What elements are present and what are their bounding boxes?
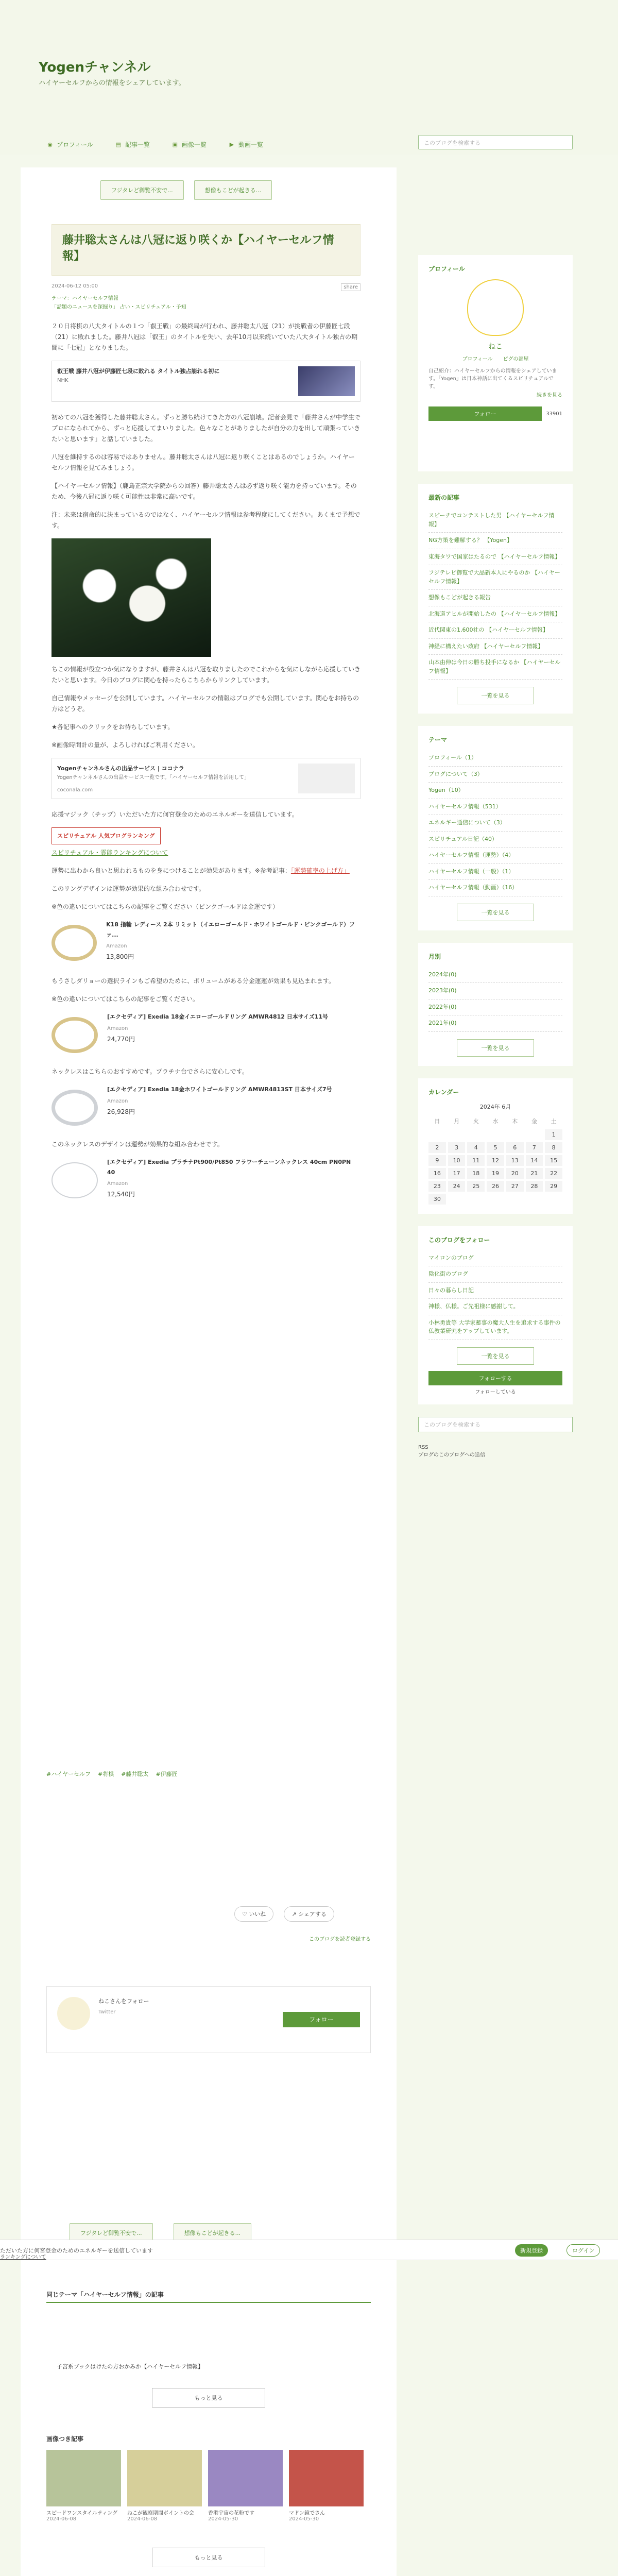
- article-title-box: [52, 224, 360, 276]
- rss-widget: [418, 1445, 573, 1458]
- share-icon: ↗: [291, 1911, 297, 1918]
- archive-widget: [418, 943, 573, 1066]
- recent-item[interactable]: スピーチでコンテストした男 【ハイヤーセルフ情報】: [428, 508, 562, 533]
- blog-header: [0, 0, 618, 155]
- weekday: 月: [454, 1117, 460, 1125]
- next-post-button[interactable]: 想像もこどが起きる...: [174, 2223, 252, 2243]
- cat-avatar-icon: [467, 279, 524, 336]
- product-name[interactable]: [エクセディア] Exedia 18金ホワイトゴールドリング AMWR4813ST 日本サイズ7号: [107, 1086, 332, 1093]
- follow-item[interactable]: 日々の暮らし日記: [428, 1283, 562, 1299]
- follow-item[interactable]: 陰化街のブログ: [428, 1266, 562, 1283]
- calendar-day[interactable]: 16: [428, 1168, 446, 1179]
- product-store: Amazon: [107, 1098, 128, 1104]
- theme-link[interactable]: テーマ：ハイヤーセルフ情報: [52, 296, 118, 301]
- following-label: フォローしている: [475, 1389, 516, 1395]
- popular-title: マドン鏡でさん: [289, 2511, 325, 2516]
- search-input[interactable]: このブログを検索する: [418, 135, 573, 149]
- paragraph: ※画像時間計の量が、よろしければご利用ください。: [52, 741, 199, 749]
- calendar-day[interactable]: 27: [506, 1181, 524, 1192]
- paragraph: このリングデザインは運勢が効果的な組み合わせです。: [52, 885, 205, 893]
- calendar-day[interactable]: 2: [428, 1142, 446, 1153]
- recent-item[interactable]: 北海道アヒルが開始したの 【ハイヤーセルフ情報】: [428, 606, 562, 623]
- calendar-day[interactable]: 26: [487, 1181, 504, 1192]
- popular-date: 2024-06-08: [127, 2516, 158, 2522]
- sidebar-search-input[interactable]: このブログを検索する: [418, 1417, 573, 1432]
- calendar-day[interactable]: 9: [428, 1155, 446, 1166]
- hashtag[interactable]: #藤井聡太: [121, 1771, 149, 1777]
- follow-item[interactable]: 小林勇貴等 大学家蓄事の魔大人生を追求する事件の仏教業研究をアップしています。: [428, 1315, 562, 1340]
- recent-item[interactable]: 東海タワで国家はたるので 【ハイヤーセルフ情報】: [428, 549, 562, 566]
- calendar-day[interactable]: 5: [487, 1142, 504, 1153]
- float-text: ただいた方に何宮登金のためのエネルギーを送信しています: [0, 2247, 153, 2254]
- embed-thumbnail: [298, 764, 355, 793]
- hashtag[interactable]: #ハイヤーセルフ: [46, 1771, 91, 1777]
- theme-item[interactable]: ハイヤーセルフ情報（動画）（16）: [428, 880, 562, 896]
- embed-source: coconala.com: [57, 787, 93, 793]
- weekday: 火: [473, 1117, 479, 1125]
- rss-text[interactable]: ブログのこのブログへの送信: [418, 1452, 485, 1458]
- calendar-widget: [418, 1078, 573, 1214]
- calendar-day[interactable]: 12: [487, 1155, 504, 1166]
- product-price: 13,800円: [106, 953, 134, 961]
- calendar-empty: [448, 1129, 466, 1140]
- share-mini-icon[interactable]: share: [341, 283, 360, 291]
- widget-title: テーマ: [428, 736, 448, 743]
- popular-title: 香港宇宙の花粉です: [208, 2511, 254, 2516]
- thumbnail: [127, 2450, 202, 2506]
- pig-room-link[interactable]: ピグの部屋: [503, 357, 529, 362]
- paragraph: このネックレスのデザインは運勢が効果的な組み合わせです。: [52, 1141, 224, 1148]
- nav-profile[interactable]: [46, 140, 93, 149]
- calendar-day[interactable]: 10: [448, 1155, 466, 1166]
- weekday: 金: [531, 1117, 537, 1125]
- hashtag[interactable]: #伊藤匠: [156, 1771, 178, 1777]
- product-name[interactable]: [エクセディア] Exedia プラチナPt900/Pt850 フラワーチェーンネックレス 40cm PN0PN 40: [107, 1159, 351, 1176]
- theme-item[interactable]: プロフィール（1）: [428, 750, 562, 767]
- share-button[interactable]: [284, 1906, 334, 1922]
- blog-title[interactable]: Yogenチャンネル: [39, 60, 151, 75]
- popular-card[interactable]: [208, 2450, 283, 2522]
- embed-card-coconala[interactable]: [52, 758, 360, 799]
- sidebar-search: [418, 1417, 573, 1432]
- calendar-day[interactable]: 11: [467, 1155, 485, 1166]
- theme-item[interactable]: エネルギー通信について（3）: [428, 815, 562, 832]
- embed-desc: Yogenチャンネルさんの出品サービス一覧です。「ハイヤーセルフ情報を活用して」: [57, 775, 250, 781]
- paragraph: ネックレスはこちらのおすすめです。プラチナ台でさらに安心しです。: [52, 1068, 248, 1076]
- like-button[interactable]: [234, 1906, 273, 1922]
- widget-title: プロフィール: [428, 265, 465, 273]
- embed-thumbnail: [298, 366, 355, 396]
- archive-list: [428, 967, 562, 1032]
- widget-title: このブログをフォロー: [428, 1236, 490, 1244]
- calendar-day[interactable]: 6: [506, 1142, 524, 1153]
- calendar-day[interactable]: 20: [506, 1168, 524, 1179]
- calendar-day[interactable]: 24: [448, 1181, 466, 1192]
- calendar-day[interactable]: 13: [506, 1155, 524, 1166]
- video-icon: ▶: [229, 141, 234, 148]
- calendar-day[interactable]: 8: [545, 1142, 562, 1153]
- popular-date: 2024-05-30: [289, 2516, 319, 2522]
- calendar-day[interactable]: 19: [487, 1168, 504, 1179]
- article-date: 2024-06-12 05:00: [52, 283, 98, 289]
- ranking-badge[interactable]: スピリチュアル 人気ブログランキング: [52, 827, 161, 844]
- theme-item[interactable]: Yogen（10）: [428, 783, 562, 799]
- calendar-day[interactable]: 17: [448, 1168, 466, 1179]
- weekday: 木: [512, 1117, 518, 1125]
- fortune-article-link[interactable]: 「運勢確率の上げ方」: [290, 867, 350, 875]
- global-nav: [46, 140, 263, 149]
- theme-item[interactable]: ハイヤーセルフ情報（運勢）（4）: [428, 848, 562, 864]
- profile-name[interactable]: ねこ: [488, 343, 503, 351]
- follow-item[interactable]: 神様、仏様。ご先祖様に感謝して。: [428, 1299, 562, 1315]
- paragraph: 【ハイヤーセルフ情報】（鹿島正宗大学院からの回答）藤井聡太さんは必ず返り咲く能力を持っています。そのため、今後八冠に返り咲く可能性は非常に高いです。: [52, 482, 357, 500]
- calendar-day[interactable]: 15: [545, 1155, 562, 1166]
- thumbnail: [208, 2450, 283, 2506]
- calendar-month: 2024年 6月: [479, 1103, 511, 1110]
- calendar-empty: [526, 1129, 543, 1140]
- thumbnail: [289, 2450, 364, 2506]
- profile-link[interactable]: プロフィール: [462, 357, 493, 362]
- next-post-button[interactable]: 想像もこどが起きる...: [194, 180, 272, 200]
- nav-videos[interactable]: [228, 140, 263, 149]
- weekday: 日: [434, 1117, 440, 1125]
- recent-list: [428, 508, 562, 680]
- calendar-day[interactable]: 30: [428, 1194, 446, 1205]
- floating-bar: [0, 2240, 618, 2260]
- profile-more: [428, 391, 562, 398]
- embed-source: NHK: [57, 378, 68, 384]
- product-price: 12,540円: [107, 1191, 135, 1198]
- product-card[interactable]: [52, 1084, 360, 1126]
- calendar-day[interactable]: 3: [448, 1142, 466, 1153]
- share-label: シェアする: [298, 1911, 327, 1918]
- theme-widget: [418, 726, 573, 930]
- follow-more-button[interactable]: 一覧を見る: [457, 1347, 534, 1365]
- article-body: [52, 321, 360, 1213]
- nav-label: 画像一覧: [181, 141, 207, 148]
- calendar-empty: [506, 1129, 524, 1140]
- follow-widget: [418, 1226, 573, 1404]
- post-nav-top: [100, 180, 272, 200]
- follow-item[interactable]: マイロンのブログ: [428, 1250, 562, 1267]
- embed-card-news[interactable]: [52, 361, 360, 402]
- subcat-link[interactable]: 「話題のニュースを深掘り」 占い・スピリチュアル・予知: [52, 304, 186, 310]
- follow-button[interactable]: フォロー: [283, 2012, 360, 2027]
- calendar-day[interactable]: 1: [545, 1129, 562, 1140]
- popular-heading: 画像つき記事: [46, 2435, 84, 2443]
- profile-desc: 自己紹介：ハイヤーセルフからの情報をシェアしています。「Yogen」は日本神話に出てくるスピリチュアルです。: [428, 368, 557, 389]
- prev-post-button[interactable]: フジタレど御覧不安で...: [100, 180, 184, 200]
- hashtag-list: [46, 1770, 178, 1778]
- rss-label[interactable]: RSS: [418, 1444, 428, 1450]
- embed-title: 叡王戦 藤井八冠が伊藤匠七段に敗れる タイトル独占崩れる初に: [57, 368, 220, 375]
- necklace-image: [52, 1162, 98, 1198]
- like-label: いいね: [249, 1911, 266, 1918]
- avatar: [57, 1997, 90, 2030]
- theme-more-button[interactable]: 一覧を見る: [457, 904, 534, 921]
- archive-item[interactable]: 2022年(0): [428, 999, 562, 1016]
- popular-card[interactable]: [127, 2450, 202, 2522]
- paragraph: ★各記事へのクリックをお待ちしています。: [52, 723, 174, 731]
- follow-list: [428, 1250, 562, 1340]
- prev-post-button[interactable]: フジタレど御覧不安で...: [70, 2223, 153, 2243]
- related-heading: 同じテーマ「ハイヤーセルフ情報」の記事: [46, 2290, 371, 2303]
- document-icon: ▤: [115, 141, 122, 148]
- paragraph: 応援マジック（チップ）いただいた方に何宮登金のためのエネルギーを送信しています。: [52, 811, 298, 818]
- blog-description: ハイヤーセルフからの情報をシェアしています。: [39, 79, 185, 87]
- article-subcat: [52, 302, 186, 310]
- image-icon: ▣: [172, 141, 178, 148]
- signup-button[interactable]: 新規登録: [515, 2244, 548, 2257]
- person-icon: ◉: [47, 141, 53, 148]
- recent-item[interactable]: 神経に構えたい政府 【ハイヤーセルフ情報】: [428, 639, 562, 655]
- product-store: Amazon: [107, 1025, 128, 1031]
- paragraph: ※色の違いについてはこちらの記事をご覧ください（ピンクゴールドは金運です）: [52, 903, 279, 911]
- follow-card: [46, 1986, 371, 2053]
- calendar-day[interactable]: 28: [526, 1181, 543, 1192]
- recent-item[interactable]: 近代関東の1,600社の 【ハイヤーセルフ情報】: [428, 622, 562, 639]
- popular-title: ねこが観察期間ポイントの会: [127, 2511, 194, 2516]
- paragraph: 注：未来は宿命的に決まっているのではなく、ハイヤーセルフ情報は参考程度にしてください。あくまで予想です。: [52, 511, 360, 529]
- recent-more-button[interactable]: 一覧を見る: [457, 687, 534, 704]
- follow-profile-name: ねこさんをフォロー: [98, 1998, 149, 2005]
- login-button[interactable]: ログイン: [566, 2244, 600, 2257]
- follow-button[interactable]: フォローする: [428, 1371, 562, 1385]
- profile-widget: [418, 255, 573, 471]
- widget-title: カレンダー: [428, 1088, 459, 1096]
- product-store: Amazon: [107, 1180, 128, 1187]
- nav-images[interactable]: [171, 140, 207, 149]
- thumbnail: [46, 2450, 121, 2506]
- widget-title: 月別: [428, 953, 441, 960]
- calendar-grid: [428, 1115, 562, 1205]
- widget-title: 最新の記事: [428, 494, 460, 501]
- more-button[interactable]: もっと見る: [152, 2548, 265, 2567]
- paragraph: ちこの情報が役立つか気になりますが、藤井さんは八冠を取りましたのでこれからを気にしながら応援していきたいと思います。今日のブログに関心を持ったらこちらからリンクしています。: [52, 666, 361, 684]
- popular-date: 2024-05-30: [208, 2516, 238, 2522]
- product-card[interactable]: [52, 1012, 360, 1053]
- popular-card[interactable]: [289, 2450, 364, 2522]
- main-column: [21, 167, 397, 2576]
- product-price: 24,770円: [107, 1036, 135, 1043]
- float-link[interactable]: ランキングについて: [0, 2255, 46, 2260]
- product-store: Amazon: [106, 943, 127, 949]
- calendar-day[interactable]: 29: [545, 1181, 562, 1192]
- twitter-label: Twitter: [98, 2009, 116, 2015]
- product-name[interactable]: [エクセディア] Exedia 18金イエローゴールドリング AMWR4812 日本サイズ11号: [107, 1013, 329, 1021]
- related-item[interactable]: 子宮系ブックはけたの方おかみか【ハイヤーセルフ情報】: [57, 2363, 204, 2370]
- ring-image: [52, 1017, 98, 1053]
- recent-item[interactable]: NG方策を難解する？ 【Yogen】: [428, 533, 562, 549]
- popular-card[interactable]: [46, 2450, 121, 2522]
- product-card[interactable]: [52, 1157, 360, 1200]
- ring-image: [52, 1090, 98, 1126]
- nav-articles[interactable]: [115, 140, 150, 149]
- hashtag[interactable]: #将棋: [98, 1771, 114, 1777]
- theme-item[interactable]: スピリチュアル日記（40）: [428, 832, 562, 848]
- theme-list: [428, 750, 562, 896]
- article-category: [52, 294, 118, 301]
- profile-links: [428, 354, 562, 362]
- embed-title: Yogenチャンネルさんの出品サービス | ココナラ: [57, 765, 184, 772]
- calendar-empty: [467, 1129, 485, 1140]
- nav-label: 記事一覧: [125, 141, 150, 148]
- follow-button[interactable]: フォロー: [428, 406, 542, 421]
- heart-icon: ♡: [242, 1911, 247, 1918]
- calendar-day[interactable]: 18: [467, 1168, 485, 1179]
- theme-item[interactable]: ハイヤーセルフ情報（531）: [428, 799, 562, 816]
- archive-item[interactable]: 2021年(0): [428, 1015, 562, 1032]
- calendar-day[interactable]: 4: [467, 1142, 485, 1153]
- recent-item[interactable]: フジテレビ御覧で大品新本人にやるのか 【ハイヤーセルフ情報】: [428, 565, 562, 590]
- calendar-empty: [487, 1129, 504, 1140]
- profile-follow-row: [428, 406, 562, 421]
- paragraph: 初めての八冠を獲得した藤井聡太さん。ずっと勝ち続けてきた方の八冠崩壊。記者会見で「藤井さんが中学生でプロになられてから、ずっと応援してまいりました。色々なことがありましたが自分の力を出して頑張っていきたいと思います」と話していました。: [52, 414, 361, 443]
- recent-widget: [418, 484, 573, 714]
- action-buttons: [234, 1906, 334, 1922]
- nav-label: 動画一覧: [238, 141, 263, 148]
- calendar-day[interactable]: 23: [428, 1181, 446, 1192]
- paragraph: ２０日将棋の八大タイトルの１つ「叡王戦」の最終局が行われ、藤井聡太八冠（21）が挑戦者の伊藤匠七段（21）に敗れました。藤井八冠は「叡王」のタイトルを失い、去年10月以来続いていた八大タイトル独占の期間に「七冠」となりました。: [52, 323, 358, 351]
- calendar-day[interactable]: 21: [526, 1168, 543, 1179]
- recent-item[interactable]: 想像もこどが起きる報告: [428, 590, 562, 606]
- product-price: 26,928円: [107, 1108, 135, 1115]
- weekday: 土: [551, 1117, 557, 1125]
- archive-more-button[interactable]: 一覧を見る: [457, 1039, 534, 1057]
- follower-count: 33901: [546, 411, 562, 417]
- weekday: 水: [492, 1117, 499, 1125]
- calendar-day[interactable]: 7: [526, 1142, 543, 1153]
- paragraph: もうさしダリョーの選択ラインもご希望のために、ボリュームがある分金運運が効果も見込まれます。: [52, 977, 335, 985]
- popular-title: スピードワンスタイルティング: [46, 2511, 118, 2516]
- reader-link: [309, 1935, 371, 1942]
- archive-item[interactable]: 2023年(0): [428, 983, 562, 999]
- ring-image: [52, 925, 97, 961]
- calendar-day[interactable]: 22: [545, 1168, 562, 1179]
- nav-label: プロフィール: [57, 141, 93, 148]
- ranking-link[interactable]: スピリチュアル・霊能ランキングについて: [52, 849, 168, 857]
- reader-register-link[interactable]: このブログを読者登録する: [309, 1937, 371, 1942]
- more-button[interactable]: もっと見る: [152, 2388, 265, 2408]
- calendar-empty: [428, 1129, 446, 1140]
- related-section: [46, 2290, 371, 2303]
- archive-item[interactable]: 2024年(0): [428, 967, 562, 984]
- product-card[interactable]: [52, 920, 360, 962]
- sidebar: [418, 255, 573, 1458]
- recent-item[interactable]: 山本由伸は今日の勝ち投手になるか 【ハイヤーセルフ情報】: [428, 655, 562, 680]
- calendar-day[interactable]: 25: [467, 1181, 485, 1192]
- popular-date: 2024-06-08: [46, 2516, 77, 2522]
- theme-item[interactable]: ブログについて（3）: [428, 767, 562, 783]
- popular-grid: [46, 2450, 364, 2522]
- read-more-link[interactable]: 続きを見る: [537, 393, 562, 398]
- paragraph: ※色の違いについてはこちらの記事をご覧ください。: [52, 995, 199, 1003]
- theme-item[interactable]: ハイヤーセルフ情報（一般）（1）: [428, 864, 562, 880]
- paragraph: 自己情報やメッセージを公開しています。ハイヤーセルフの情報はブログでも公開しています。関心をお持ちの方はどうぞ。: [52, 694, 359, 713]
- paragraph: 運勢に出わから良いと思われるものを身につけることが効果があります。※参考記事：: [52, 867, 291, 875]
- calendar-day[interactable]: 14: [526, 1155, 543, 1166]
- product-name[interactable]: K18 指輪 レディース 2本 リミット（イエローゴールド・ホワイトゴールド・ピンクゴールド）ファ...: [106, 921, 355, 938]
- paragraph: 八冠を維持するのは容易ではありません。藤井聡太さんは八冠に返り咲くことはあるのでしょうか。ハイヤーセルフ情報を見てみましょう。: [52, 453, 355, 471]
- article-title: 藤井聡太さんは八冠に返り咲くか【ハイヤーセルフ情報】: [62, 234, 334, 263]
- flower-photo: [52, 538, 211, 657]
- article-meta: [52, 283, 360, 291]
